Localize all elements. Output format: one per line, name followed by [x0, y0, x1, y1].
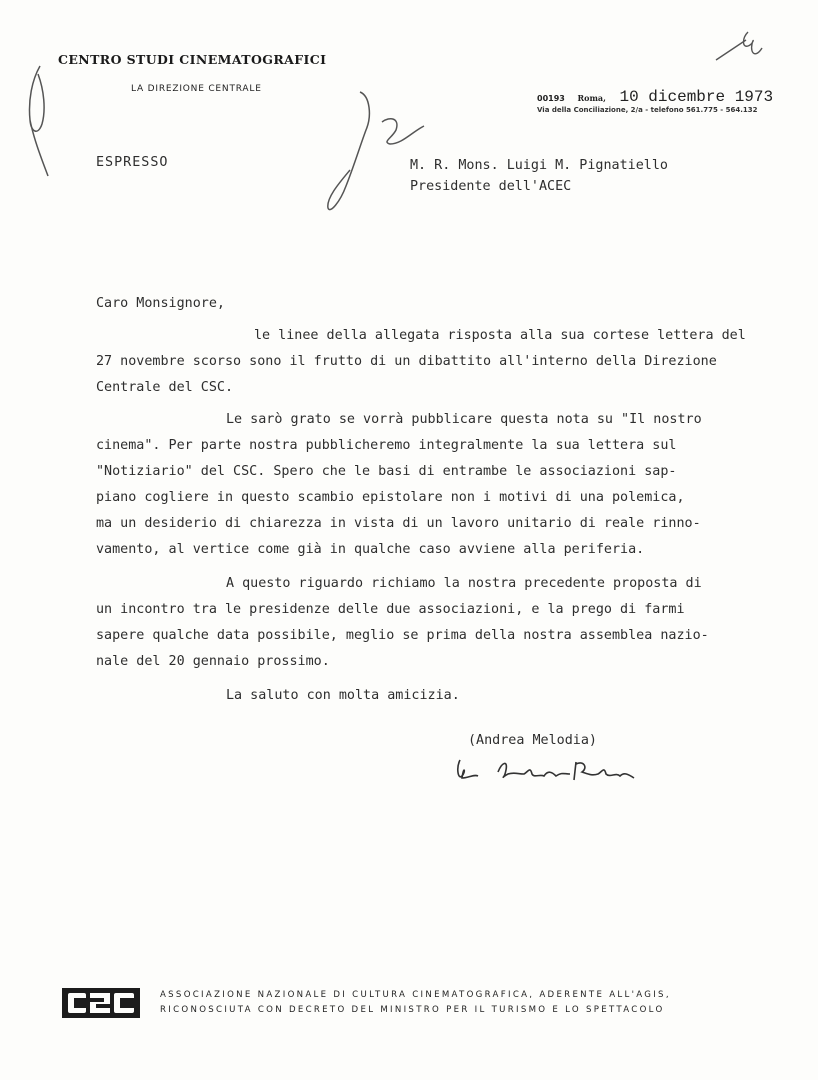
body-line: sapere qualche data possibile, meglio se prima della nostra assemblea nazio-: [96, 628, 709, 643]
corner-handwritten-mark: [712, 26, 768, 66]
recipient-block: [410, 155, 668, 197]
footer-text: [160, 988, 671, 1018]
body-line: A questo riguardo richiamo la nostra precedente proposta di: [226, 576, 702, 591]
handwritten-signature: [452, 752, 642, 788]
footer-line-1: ASSOCIAZIONE NAZIONALE DI CULTURA CINEMATOGRAFICA, ADERENTE ALL'AGIS,: [160, 990, 671, 1000]
body-line: le linee della allegata risposta alla sua cortese lettera del: [254, 328, 746, 343]
body-line: 27 novembre scorso sono il frutto di un dibattito all'interno della Direzione: [96, 354, 717, 369]
body-line: nale del 20 gennaio prossimo.: [96, 654, 330, 669]
letter-date: 10 dicembre 1973: [619, 88, 774, 106]
body-line: ma un desiderio di chiarezza in vista di un lavoro unitario di reale rinno-: [96, 516, 701, 531]
body-line: Le sarò grato se vorrà pubblicare questa nota su "Il nostro: [226, 412, 702, 427]
footer-line-2: RICONOSCIUTA CON DECRETO DEL MINISTRO PER IL TURISMO E LO SPETTACOLO: [160, 1005, 665, 1015]
org-name: CENTRO STUDI CINEMATOGRAFICI: [58, 52, 327, 67]
signatory-name: (Andrea Melodia): [468, 733, 597, 748]
recipient-title: Presidente dell'ACEC: [410, 179, 572, 194]
city: Roma,: [577, 93, 606, 103]
body-line: un incontro tra le presidenze delle due associazioni, e la prego di farmi: [96, 602, 685, 617]
recipient-name: M. R. Mons. Luigi M. Pignatiello: [410, 158, 668, 173]
delivery-mode: ESPRESSO: [96, 155, 169, 170]
postal-code: 00193: [537, 94, 565, 103]
body-line: vamento, al vertice come già in qualche caso avviene alla periferia.: [96, 542, 645, 557]
address-line: Via della Conciliazione, 2/a - telefono 561.775 - 564.132: [537, 106, 758, 114]
body-line: "Notiziario" del CSC. Spero che le basi di entrambe le associazioni sap-: [96, 464, 677, 479]
department-name: LA DIREZIONE CENTRALE: [131, 84, 262, 94]
csc-logo: [62, 988, 140, 1018]
margin-handwritten-mark: [18, 60, 58, 180]
margin-initials-mark: [320, 86, 430, 218]
salutation: Caro Monsignore,: [96, 296, 225, 311]
body-line: cinema". Per parte nostra pubblicheremo integralmente la sua lettera sul: [96, 438, 677, 453]
body-line: piano cogliere in questo scambio epistolare non i motivi di una polemica,: [96, 490, 685, 505]
closing-line: La saluto con molta amicizia.: [226, 688, 460, 703]
place-date: [537, 88, 773, 106]
body-line: Centrale del CSC.: [96, 380, 234, 395]
